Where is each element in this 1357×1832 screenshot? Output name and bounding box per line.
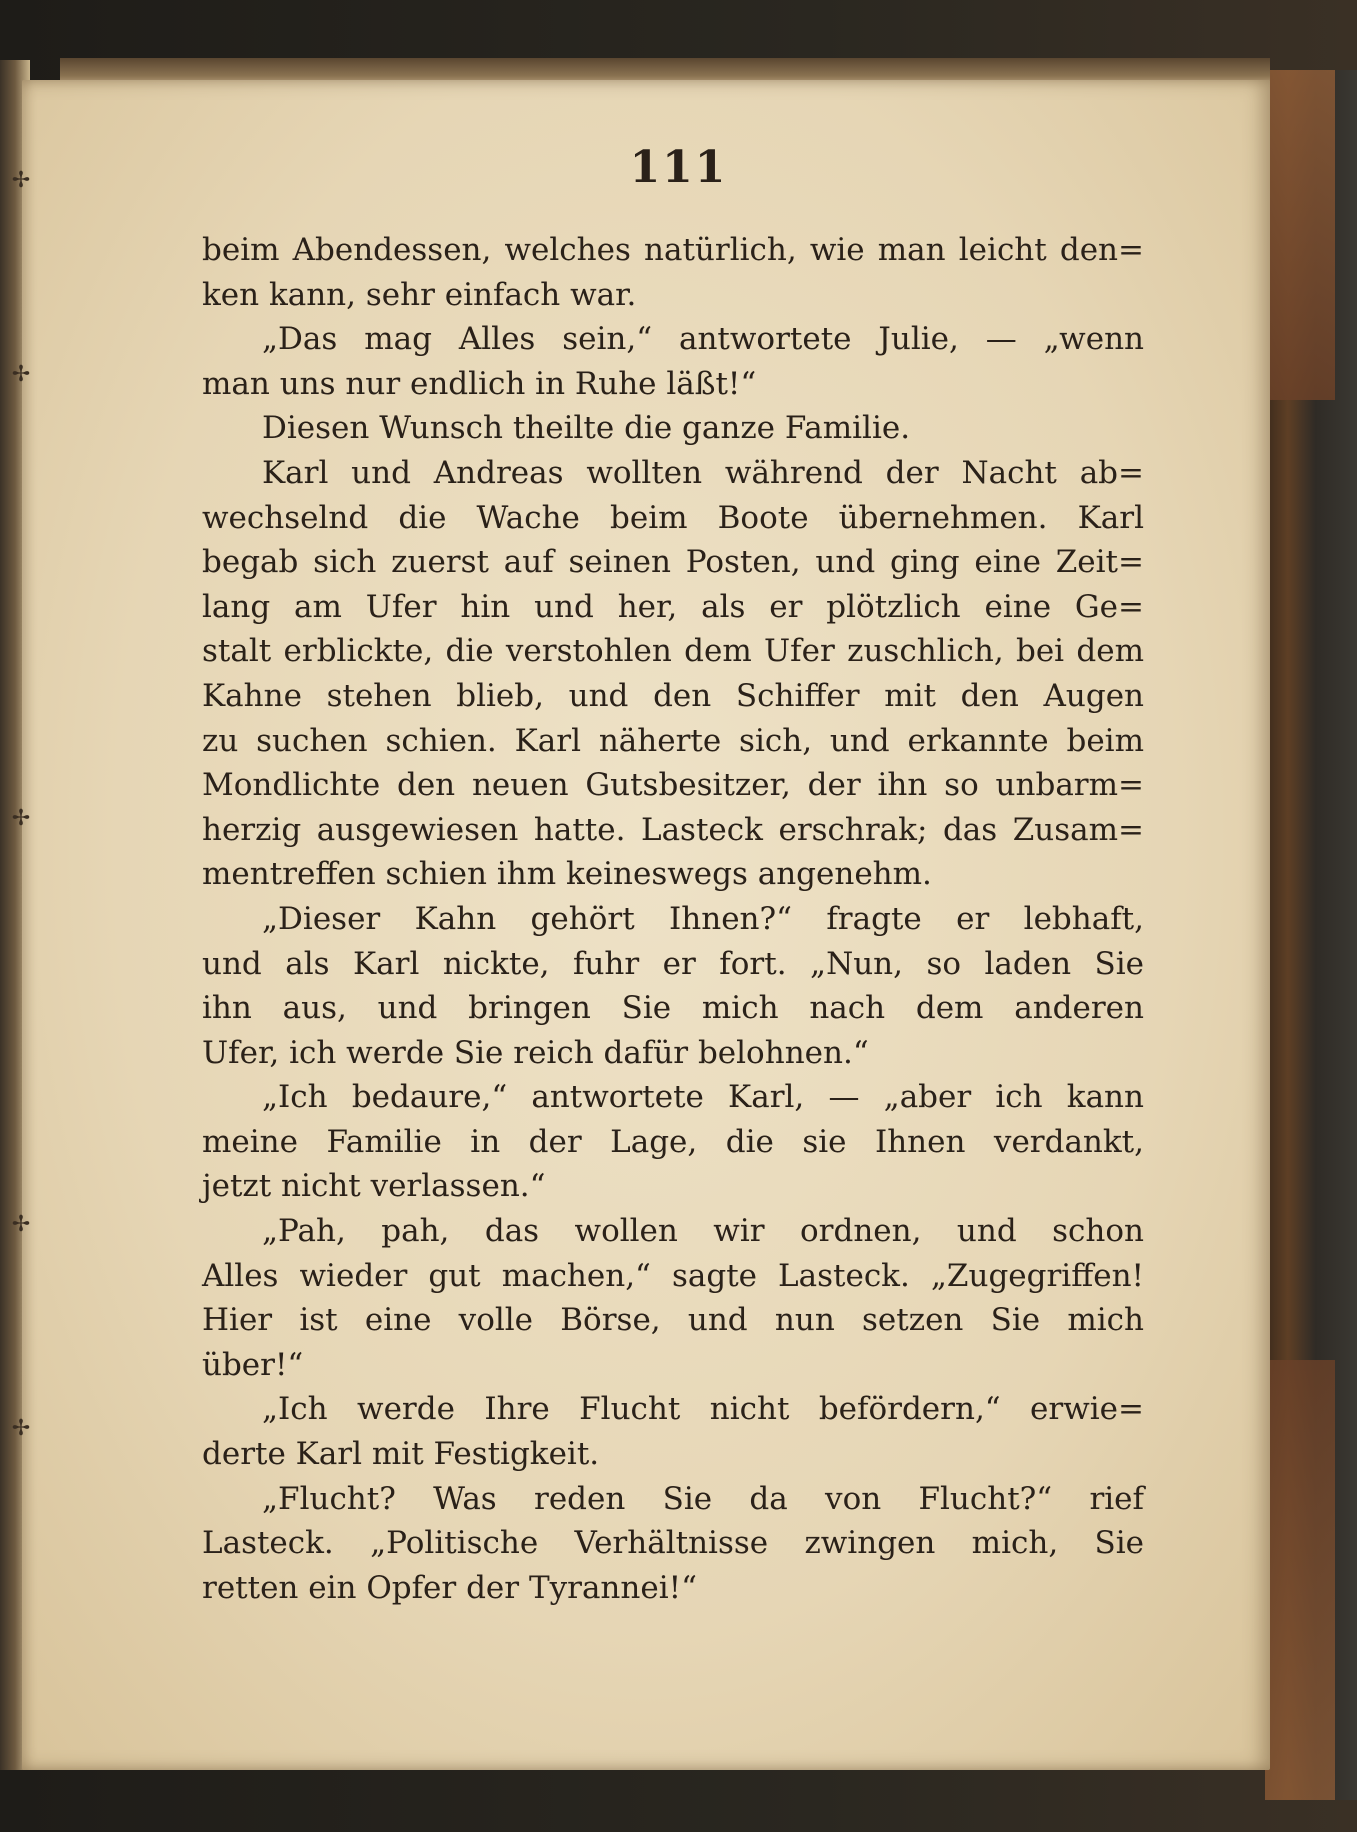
binding-stitch-icon: ✢ — [11, 1212, 31, 1237]
text-line: Alles wieder gut machen,“ sagte Lasteck. „Zugegriffen! — [202, 1257, 1144, 1294]
text-line: lang am Ufer hin und her, als er plötzlich eine Ge= — [202, 588, 1144, 625]
text-line: „Das mag Alles sein,“ antwortete Julie, — „wenn — [262, 321, 1144, 358]
text-line: begab sich zuerst auf seinen Posten, und ging eine Zeit= — [202, 544, 1144, 581]
binding-stitch-icon: ✢ — [11, 168, 31, 193]
text-line: „Pah, pah, das wollen wir ordnen, und schon — [262, 1213, 1144, 1250]
text-line: über!“ — [202, 1346, 304, 1383]
text-line: derte Karl mit Festigkeit. — [202, 1436, 600, 1473]
text-line: wechselnd die Wache beim Boote übernehmen. Karl — [202, 499, 1144, 536]
page-number: 111 — [629, 142, 728, 193]
body-text — [202, 228, 1144, 1610]
leather-corner-bottom — [1265, 1360, 1335, 1800]
binding-stitch-icon: ✢ — [11, 1416, 31, 1441]
text-line: retten ein Opfer der Tyrannei!“ — [202, 1569, 697, 1606]
binding-stitch-icon: ✢ — [11, 806, 31, 831]
text-line: beim Abendessen, welches natürlich, wie man leicht den= — [202, 232, 1144, 268]
text-line: Ufer, ich werde Sie reich dafür belohnen.“ — [202, 1034, 869, 1071]
text-line: zu suchen schien. Karl näherte sich, und erkannte beim — [202, 722, 1144, 759]
text-line: herzig ausgewiesen hatte. Lasteck erschrak; das Zusam= — [202, 811, 1144, 848]
text-line: man uns nur endlich in Ruhe läßt!“ — [202, 365, 757, 402]
binding-stitch-icon: ✢ — [11, 362, 31, 387]
text-line: stalt erblickte, die verstohlen dem Ufer zuschlich, bei dem — [202, 633, 1144, 670]
text-line: Kahne stehen blieb, und den Schiffer mit den Augen — [202, 677, 1144, 714]
text-line: und als Karl nickte, fuhr er fort. „Nun, so laden Sie — [202, 945, 1144, 982]
text-line: ihn aus, und bringen Sie mich nach dem anderen — [202, 990, 1144, 1027]
text-line: ken kann, sehr einfach war. — [202, 276, 637, 313]
text-line: jetzt nicht verlassen.“ — [202, 1168, 546, 1205]
text-line: meine Familie in der Lage, die sie Ihnen verdankt, — [202, 1123, 1144, 1160]
text-line: mentreffen schien ihm keineswegs angenehm. — [202, 856, 932, 893]
text-line: „Flucht? Was reden Sie da von Flucht?“ rief — [262, 1480, 1144, 1517]
text-line: „Ich bedaure,“ antwortete Karl, — „aber ich kann — [262, 1079, 1144, 1116]
leather-corner-top — [1265, 70, 1335, 400]
text-line: Diesen Wunsch theilte die ganze Familie. — [262, 410, 911, 447]
text-line: Lasteck. „Politische Verhältnisse zwingen mich, Sie — [202, 1525, 1144, 1562]
text-line: Hier ist eine volle Börse, und nun setzen Sie mich — [202, 1302, 1144, 1339]
text-line: „Ich werde Ihre Flucht nicht befördern,“ erwie= — [262, 1391, 1144, 1428]
text-line: „Dieser Kahn gehört Ihnen?“ fragte er lebhaft, — [262, 900, 1144, 937]
text-line: Mondlichte den neuen Gutsbesitzer, der ihn so unbarm= — [202, 767, 1144, 804]
text-line: Karl und Andreas wollten während der Nacht ab= — [262, 454, 1144, 491]
